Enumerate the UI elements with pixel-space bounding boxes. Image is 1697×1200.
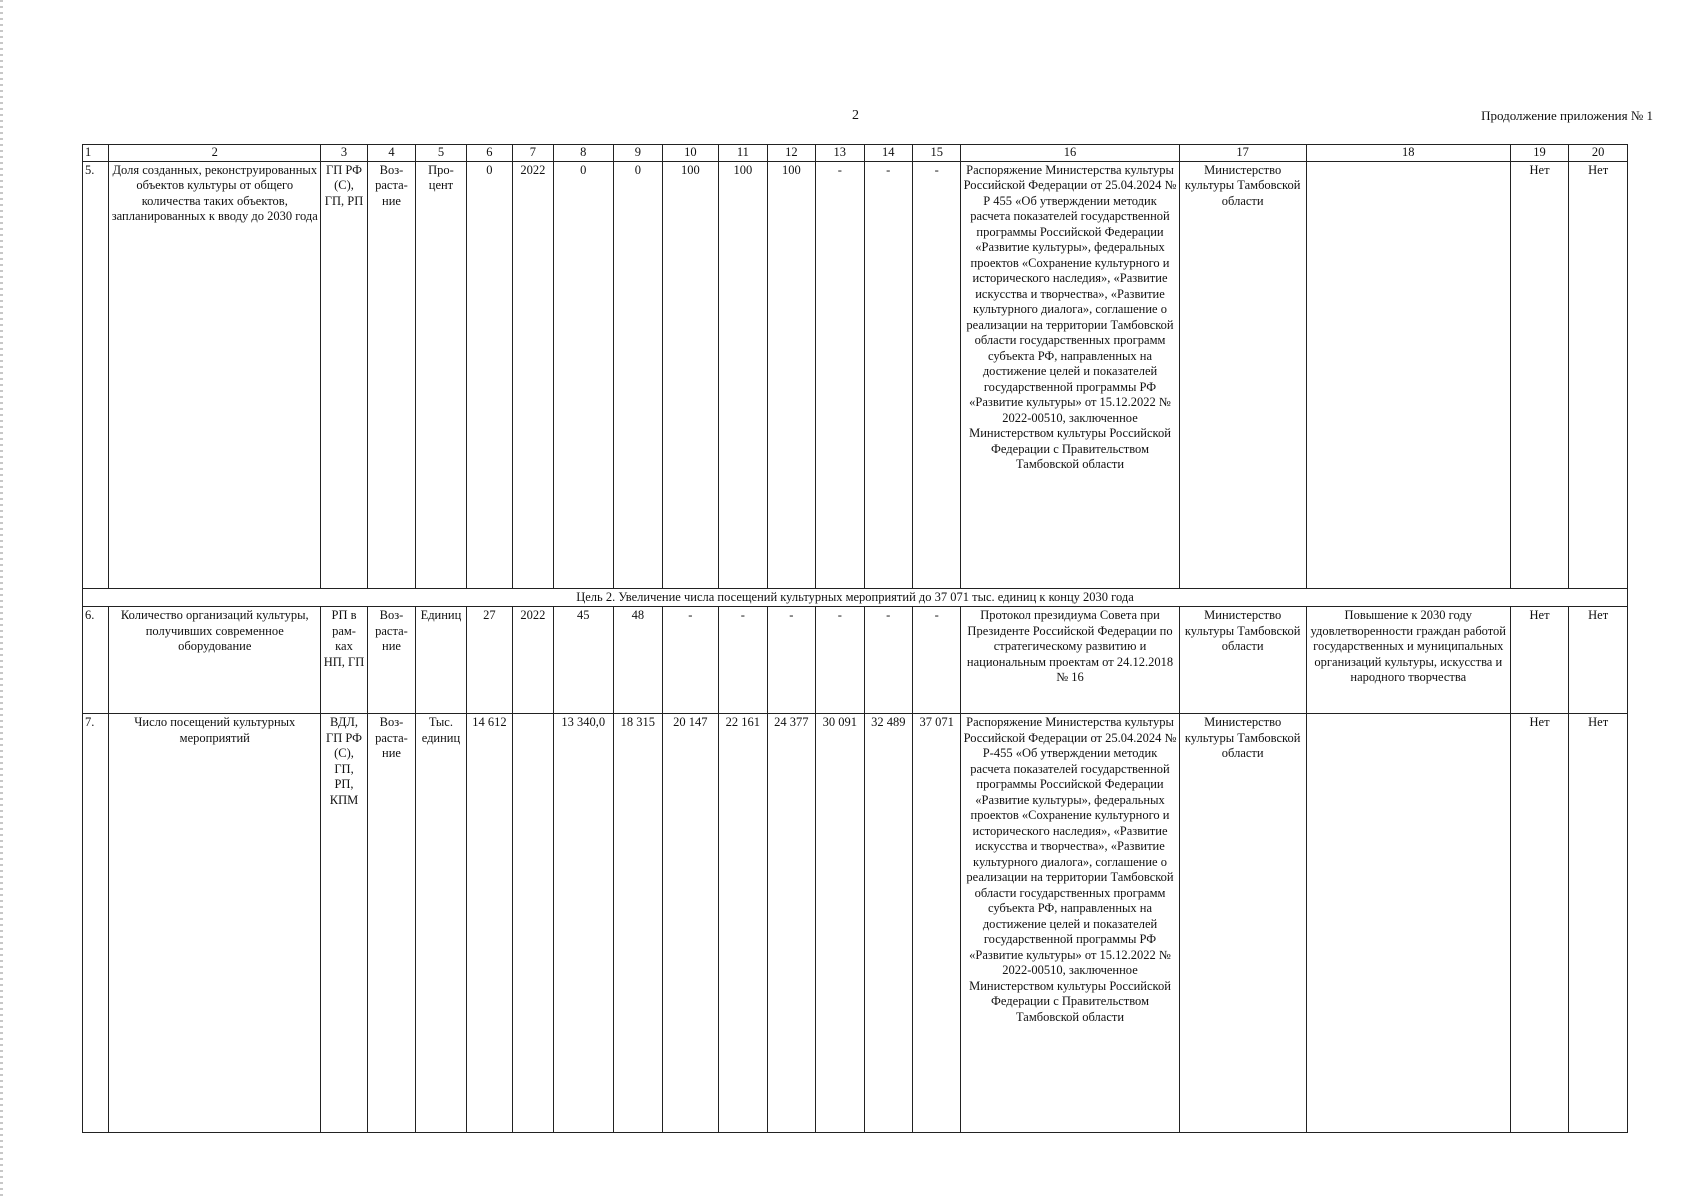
column-number: 1: [83, 145, 109, 162]
indicator-name: Доля созданных, реконструированных объектов культуры от общего количества таких объектов, запланированных к вводу до 2030 года: [109, 161, 321, 588]
column-number: 7: [513, 145, 553, 162]
table-cell: 30 091: [816, 714, 864, 1133]
table-cell: Воз-раста-ние: [367, 161, 415, 588]
table-row: [83, 161, 1628, 588]
table-cell: -: [912, 607, 960, 714]
column-number: 5: [416, 145, 466, 162]
column-number: 2: [109, 145, 321, 162]
column-number: 15: [912, 145, 960, 162]
table-cell: 100: [662, 161, 719, 588]
table-cell: 14 612: [466, 714, 512, 1133]
table-cell: Нет: [1569, 714, 1628, 1133]
continuation-label: Продолжение приложения № 1: [1481, 108, 1653, 123]
table-cell: Повышение к 2030 году удовлетворенности граждан работой государственных и муниципальных организаций культуры, искусства и народного творчества: [1306, 607, 1510, 714]
table-cell: Единиц: [416, 607, 466, 714]
column-number: 8: [553, 145, 614, 162]
table-cell: ВДЛ, ГП РФ (С), ГП, РП, КПМ: [321, 714, 367, 1133]
table-cell: -: [864, 607, 912, 714]
table-cell: 37 071: [912, 714, 960, 1133]
table-cell: 0: [466, 161, 512, 588]
column-number: 11: [719, 145, 767, 162]
scan-edge: [0, 0, 3, 1200]
table-cell: Тыс. единиц: [416, 714, 466, 1133]
table-cell: 100: [767, 161, 815, 588]
table-cell: 45: [553, 607, 614, 714]
table-cell: [1306, 161, 1510, 588]
table-cell: Министерство культуры Тамбовской области: [1179, 161, 1306, 588]
table-cell: -: [767, 607, 815, 714]
column-number: 16: [961, 145, 1179, 162]
table-cell: Воз-раста-ние: [367, 714, 415, 1133]
row-number: 6.: [83, 607, 109, 714]
table-cell: Распоряжение Министерства культуры Российской Федерации от 25.04.2024 № Р-455 «Об утверждении методик расчета показателей государственной программы Российской Федерации «Развитие культуры», федеральных проектов «Сохранение культурного и исторического наследия», «Развитие искусства и творчества», «Развитие культурного диалога», соглашение о реализации на территории Тамбовской области государственных программ субъекта РФ, направленных на достижение целей и показателей государственной программы РФ «Развитие культуры» от 15.12.2022 № 2022-00510, заключенное Министерством культуры Российской Федерации с Правительством Тамбовской области: [961, 714, 1179, 1133]
table-cell: Нет: [1510, 714, 1569, 1133]
table-cell: 2022: [513, 161, 553, 588]
table-row: [83, 714, 1628, 1133]
table-cell: 22 161: [719, 714, 767, 1133]
table-cell: Нет: [1510, 161, 1569, 588]
column-number-row: [83, 145, 1628, 162]
table-cell: -: [912, 161, 960, 588]
table-cell: 20 147: [662, 714, 719, 1133]
column-number: 13: [816, 145, 864, 162]
indicator-name: Количество организаций культуры, получивших современное оборудование: [109, 607, 321, 714]
table-cell: ГП РФ (С), ГП, РП: [321, 161, 367, 588]
row-number: 7.: [83, 714, 109, 1133]
table-cell: Министерство культуры Тамбовской области: [1179, 607, 1306, 714]
column-number: 6: [466, 145, 512, 162]
table-cell: Министерство культуры Тамбовской области: [1179, 714, 1306, 1133]
table-cell: Протокол президиума Совета при Президенте Российской Федерации по стратегическому развитию и национальным проектам от 24.12.2018 № 16: [961, 607, 1179, 714]
table-cell: РП в рам-ках НП, ГП: [321, 607, 367, 714]
column-number: 19: [1510, 145, 1569, 162]
column-number: 3: [321, 145, 367, 162]
column-number: 12: [767, 145, 815, 162]
table-cell: Распоряжение Министерства культуры Российской Федерации от 25.04.2024 № Р 455 «Об утверждении методик расчета показателей государственной программы Российской Федерации «Развитие культуры», федеральных проектов «Сохранение культурного и исторического наследия», «Развитие искусства и творчества», «Развитие культурного диалога», соглашение о реализации на территории Тамбовской области государственных программ субъекта РФ, направленных на достижение целей и показателей государственной программы РФ «Развитие культуры» от 15.12.2022 № 2022-00510, заключенное Министерством культуры Российской Федерации с Правительством Тамбовской области: [961, 161, 1179, 588]
table-body: [83, 145, 1628, 1133]
table-cell: 27: [466, 607, 512, 714]
indicators-table: [82, 144, 1628, 1133]
column-number: 14: [864, 145, 912, 162]
table-cell: 0: [553, 161, 614, 588]
page-number: 2: [852, 108, 859, 123]
indicator-name: Число посещений культурных мероприятий: [109, 714, 321, 1133]
table-cell: 48: [614, 607, 662, 714]
table-cell: -: [816, 161, 864, 588]
table-row: [83, 607, 1628, 714]
table-cell: -: [864, 161, 912, 588]
column-number: 9: [614, 145, 662, 162]
table-cell: [513, 714, 553, 1133]
table-cell: [1306, 714, 1510, 1133]
table-cell: -: [719, 607, 767, 714]
column-number: 10: [662, 145, 719, 162]
table-cell: 32 489: [864, 714, 912, 1133]
column-number: 4: [367, 145, 415, 162]
column-number: 20: [1569, 145, 1628, 162]
table-cell: Про-цент: [416, 161, 466, 588]
table-cell: Нет: [1510, 607, 1569, 714]
table-cell: 2022: [513, 607, 553, 714]
goal-text: Цель 2. Увеличение числа посещений культурных мероприятий до 37 071 тыс. единиц к концу 2030 года: [83, 588, 1628, 607]
table-cell: -: [816, 607, 864, 714]
table-cell: 100: [719, 161, 767, 588]
table-cell: Нет: [1569, 161, 1628, 588]
column-number: 17: [1179, 145, 1306, 162]
column-number: 18: [1306, 145, 1510, 162]
table-cell: 18 315: [614, 714, 662, 1133]
row-number: 5.: [83, 161, 109, 588]
table-cell: Нет: [1569, 607, 1628, 714]
goal-row: [83, 588, 1628, 607]
table-cell: 13 340,0: [553, 714, 614, 1133]
table-cell: -: [662, 607, 719, 714]
table-cell: 0: [614, 161, 662, 588]
table-cell: Воз-раста-ние: [367, 607, 415, 714]
table-cell: 24 377: [767, 714, 815, 1133]
